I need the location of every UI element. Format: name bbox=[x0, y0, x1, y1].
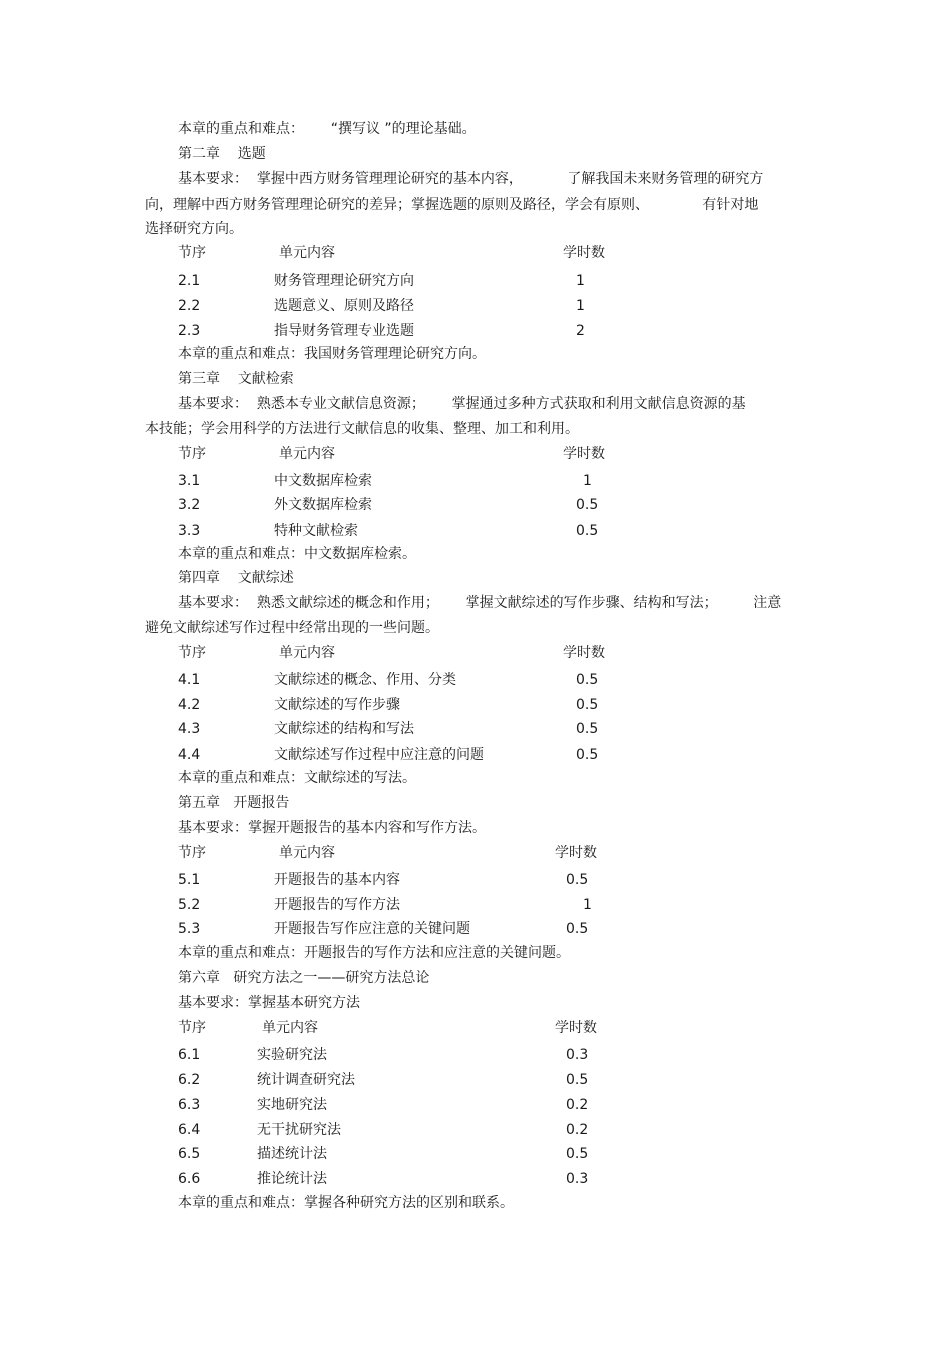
ch5-row-content: 开题报告写作应注意的关键问题 bbox=[274, 921, 470, 937]
ch6-header-no: 节序 bbox=[178, 1020, 206, 1036]
ch4-row-no: 4.1 bbox=[178, 672, 201, 688]
ch3-row-hours: 0.5 bbox=[576, 497, 599, 513]
ch6-row-hours: 0.5 bbox=[566, 1072, 589, 1088]
ch4-row-hours: 0.5 bbox=[576, 672, 599, 688]
ch5-row-hours: 1 bbox=[583, 897, 592, 913]
ch2-focus: 本章的重点和难点：我国财务管理理论研究方向。 bbox=[178, 346, 486, 362]
ch6-row-content: 实验研究法 bbox=[257, 1047, 327, 1063]
ch5-row-no: 5.1 bbox=[178, 872, 201, 888]
ch5-header-hours: 学时数 bbox=[555, 845, 597, 861]
ch2-requirement-line1: 基本要求： 掌握中西方财务管理理论研究的基本内容， 了解我国未来财务管理的研究方 bbox=[178, 171, 764, 187]
ch4-requirement-line1: 基本要求： 熟悉文献综述的概念和作用； 掌握文献综述的写作步骤、结构和写法； 注意 bbox=[178, 595, 782, 611]
ch4-row-no: 4.2 bbox=[178, 697, 201, 713]
ch3-row-no: 3.3 bbox=[178, 523, 201, 539]
ch4-row-no: 4.4 bbox=[178, 747, 201, 763]
ch6-row-no: 6.2 bbox=[178, 1072, 201, 1088]
ch6-title: 第六章 研究方法之一——研究方法总论 bbox=[178, 970, 430, 986]
ch3-header-hours: 学时数 bbox=[563, 446, 605, 462]
ch6-row-content: 描述统计法 bbox=[257, 1146, 327, 1162]
ch6-row-content: 无干扰研究法 bbox=[257, 1122, 341, 1138]
ch6-row-hours: 0.2 bbox=[566, 1097, 589, 1113]
ch4-row-hours: 0.5 bbox=[576, 721, 599, 737]
ch2-row-hours: 1 bbox=[576, 273, 585, 289]
ch2-row-hours: 2 bbox=[576, 323, 585, 339]
ch2-row-content: 财务管理理论研究方向 bbox=[274, 273, 414, 289]
ch3-row-content: 中文数据库检索 bbox=[274, 473, 372, 489]
ch4-header-no: 节序 bbox=[178, 645, 206, 661]
ch2-requirement-line2: 向，理解中西方财务管理理论研究的差异；掌握选题的原则及路径，学会有原则、 有针对地 bbox=[145, 197, 759, 213]
ch4-row-content: 文献综述的写作步骤 bbox=[274, 697, 400, 713]
ch3-title: 第三章 文献检索 bbox=[178, 371, 294, 387]
ch5-row-no: 5.3 bbox=[178, 921, 201, 937]
ch2-row-no: 2.3 bbox=[178, 323, 201, 339]
ch6-focus: 本章的重点和难点：掌握各种研究方法的区别和联系。 bbox=[178, 1195, 514, 1211]
ch3-row-content: 外文数据库检索 bbox=[274, 497, 372, 513]
ch2-header-hours: 学时数 bbox=[563, 245, 605, 261]
ch6-requirement-line1: 基本要求：掌握基本研究方法 bbox=[178, 995, 360, 1011]
ch3-header-no: 节序 bbox=[178, 446, 206, 462]
ch5-row-hours: 0.5 bbox=[566, 921, 589, 937]
ch4-header-content: 单元内容 bbox=[279, 645, 335, 661]
ch4-row-content: 文献综述写作过程中应注意的问题 bbox=[274, 747, 484, 763]
ch4-row-hours: 0.5 bbox=[576, 747, 599, 763]
ch2-row-no: 2.2 bbox=[178, 298, 201, 314]
ch5-title: 第五章 开题报告 bbox=[178, 795, 290, 811]
ch5-row-content: 开题报告的写作方法 bbox=[274, 897, 400, 913]
ch5-row-no: 5.2 bbox=[178, 897, 201, 913]
ch4-focus: 本章的重点和难点：文献综述的写法。 bbox=[178, 770, 416, 786]
ch4-header-hours: 学时数 bbox=[563, 645, 605, 661]
ch6-row-no: 6.1 bbox=[178, 1047, 201, 1063]
ch5-requirement-line1: 基本要求：掌握开题报告的基本内容和写作方法。 bbox=[178, 820, 486, 836]
ch5-row-hours: 0.5 bbox=[566, 872, 589, 888]
ch4-row-content: 文献综述的结构和写法 bbox=[274, 721, 414, 737]
ch3-row-hours: 1 bbox=[583, 473, 592, 489]
ch6-row-no: 6.6 bbox=[178, 1171, 201, 1187]
ch2-header-content: 单元内容 bbox=[279, 245, 335, 261]
ch6-row-no: 6.5 bbox=[178, 1146, 201, 1162]
ch2-row-content: 指导财务管理专业选题 bbox=[274, 323, 414, 339]
ch5-header-no: 节序 bbox=[178, 845, 206, 861]
ch3-requirement-line2: 本技能；学会用科学的方法进行文献信息的收集、整理、加工和利用。 bbox=[145, 421, 579, 437]
ch2-requirement-line3: 选择研究方向。 bbox=[145, 221, 243, 237]
ch5-row-content: 开题报告的基本内容 bbox=[274, 872, 400, 888]
ch2-row-hours: 1 bbox=[576, 298, 585, 314]
ch3-row-no: 3.2 bbox=[178, 497, 201, 513]
ch1-focus: 本章的重点和难点： “撰写议 ”的理论基础。 bbox=[178, 121, 476, 137]
ch2-header-no: 节序 bbox=[178, 245, 206, 261]
ch5-header-content: 单元内容 bbox=[279, 845, 335, 861]
ch6-row-content: 统计调查研究法 bbox=[257, 1072, 355, 1088]
ch6-row-content: 推论统计法 bbox=[257, 1171, 327, 1187]
ch3-header-content: 单元内容 bbox=[279, 446, 335, 462]
ch2-title: 第二章 选题 bbox=[178, 146, 266, 162]
ch6-row-content: 实地研究法 bbox=[257, 1097, 327, 1113]
ch6-row-hours: 0.3 bbox=[566, 1171, 589, 1187]
ch6-row-hours: 0.5 bbox=[566, 1146, 589, 1162]
ch5-focus: 本章的重点和难点：开题报告的写作方法和应注意的关键问题。 bbox=[178, 945, 570, 961]
ch6-header-hours: 学时数 bbox=[555, 1020, 597, 1036]
ch6-header-content: 单元内容 bbox=[262, 1020, 318, 1036]
ch6-row-hours: 0.2 bbox=[566, 1122, 589, 1138]
ch6-row-no: 6.4 bbox=[178, 1122, 201, 1138]
ch3-requirement-line1: 基本要求： 熟悉本专业文献信息资源； 掌握通过多种方式获取和利用文献信息资源的基 bbox=[178, 396, 746, 412]
ch4-row-no: 4.3 bbox=[178, 721, 201, 737]
ch6-row-hours: 0.3 bbox=[566, 1047, 589, 1063]
ch3-row-content: 特种文献检索 bbox=[274, 523, 358, 539]
ch3-row-no: 3.1 bbox=[178, 473, 201, 489]
ch4-row-hours: 0.5 bbox=[576, 697, 599, 713]
ch4-title: 第四章 文献综述 bbox=[178, 570, 294, 586]
ch3-row-hours: 0.5 bbox=[576, 523, 599, 539]
ch2-row-no: 2.1 bbox=[178, 273, 201, 289]
ch4-requirement-line2: 避免文献综述写作过程中经常出现的一些问题。 bbox=[145, 620, 439, 636]
ch3-focus: 本章的重点和难点：中文数据库检索。 bbox=[178, 546, 416, 562]
ch4-row-content: 文献综述的概念、作用、分类 bbox=[274, 672, 456, 688]
ch2-row-content: 选题意义、原则及路径 bbox=[274, 298, 414, 314]
ch6-row-no: 6.3 bbox=[178, 1097, 201, 1113]
